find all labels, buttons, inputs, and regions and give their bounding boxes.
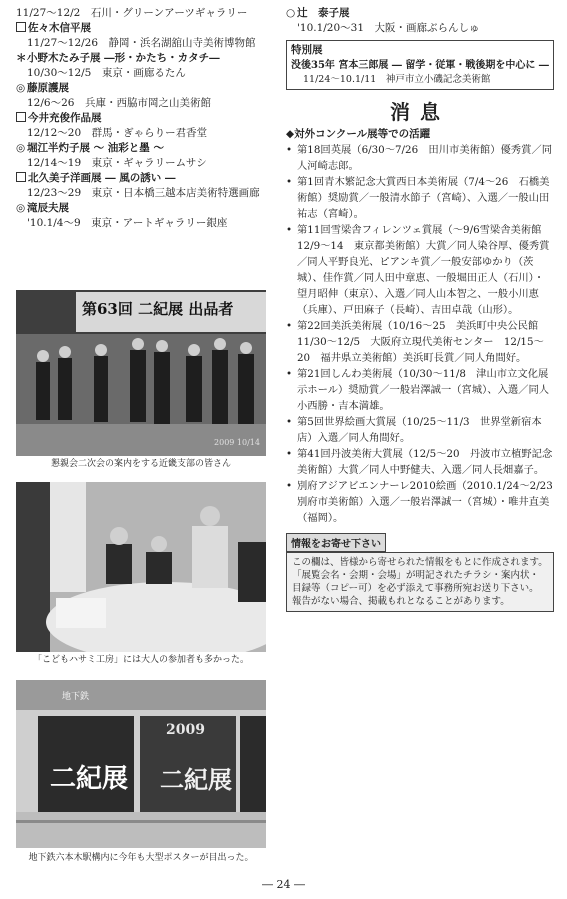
list-item: • 別府アジアビエンナーレ2010絵画（2010.1/24～2/23 別府市美術館）入選／一般岩澤誠一（宮城）・唯井直美（福岡）。 [286,480,564,524]
photo-caption: 「こどもハサミ工房」には大人の参加者も多かった。 [32,655,249,665]
notice-body: この欄は、皆様から寄せられた情報をもとに作成されます。「展覧会名・会期・会場」が明記されたチラシ・案内状・目録等（コピー可）を必ず添えて事務所宛お送り下さい。報告がない場合、掲載もれとなることがあります。 [286,552,554,612]
exhibition-title: 辻 泰子展 [297,7,350,19]
list-item: • 第41回丹波美術大賞展（12/5～20 丹波市立植野記念美術館）大賞／同人中野健夫、入選／同人長畑嘉子。 [286,448,553,476]
exhibition-dates: 12/12～20 群馬・ぎゃらりー君香堂 [27,127,208,139]
exhibition-entry [16,111,278,141]
workshop-photo-image [16,482,266,652]
exhibition-entry [16,51,278,81]
page-number: ― 24 ― [262,878,305,891]
exhibition-entry [286,6,554,36]
exhibition-entry [16,6,278,21]
exhibition-title: 滝辰夫展 [27,202,69,214]
bullet-icon: • [286,224,293,236]
exhibition-dates: 12/14～19 東京・ギャラリームサシ [27,157,207,169]
asterisk-marker-icon: ＊ [16,52,27,64]
info-request-notice [286,532,554,612]
exhibition-title: 堀江半灼子展 ～ 油彩と墨 ～ [27,142,164,154]
right-column [286,6,564,612]
exhibition-banner: 第63回 二紀展 出品者 [82,300,234,318]
notice-heading: 情報をお寄せ下さい [286,533,386,552]
bullet-icon: • [286,144,293,156]
exhibition-entry [16,21,278,51]
photo-caption: 懇親会二次会の案内をする近畿支部の皆さん [50,459,231,469]
photo-date-stamp: 2009 10/14 [214,438,260,447]
photo-caption: 地下鉄六本木駅構内に今年も大型ポスターが目出った。 [28,853,254,863]
exhibition-dates: 12/6～26 兵庫・西脇市岡之山美術館 [27,97,211,109]
exhibition-title: 藤原護展 [27,82,69,94]
list-item: • 第18回英展（6/30～7/26 田川市美術館）優秀賞／同人河崎志郎。 [286,144,552,172]
special-label: 特別展 [291,44,323,56]
special-exhibition-box [286,40,554,90]
list-item: • 第11回雪梁舎フィレンツェ賞展（～9/6雪梁舎美術館 12/9～14 東京都美術館）大賞／同人染谷厚、優秀賞／同人平野良光、ピアンキ賞／一般安部ゆかり（茨城）、佳作賞／同人田中章恵、一般堀田正人（石川）・望月昭伸（東京）、入選／同人山本智之、一般小川恵（兵庫）、戸田麻子（長崎）、吉田卓哉（山形）。 [286,224,552,316]
workshop-photo [16,482,266,652]
circle-marker-icon: ○ [286,7,296,19]
exhibition-dates: 11/27～12/26 静岡・浜名湖舘山寺美術博物館 [27,37,256,49]
bullet-icon: • [286,416,293,428]
list-item: • 第22回美浜美術展（10/16～25 美浜町中央公民館 11/30～12/5 大阪府立現代美術センター 12/15～20 福井県立美術館）美浜町長賞／同人角間好。 [286,320,549,364]
bullet-icon: • [286,320,293,332]
square-marker-icon [16,112,26,122]
party-photo [16,290,266,456]
exhibition-entry [16,141,278,171]
double-circle-marker-icon: ◎ [16,202,26,214]
exhibition-entry [16,201,278,231]
poster-title: 二紀展 [50,764,129,794]
subway-poster-photo [16,680,266,848]
double-circle-marker-icon: ◎ [16,82,26,94]
special-dates: 11/24～10.1/11 神戸市立小磯記念美術館 [303,74,491,85]
poster-year: 2009 [166,722,205,738]
subway-sign: 地下鉄 [62,692,90,702]
bullet-icon: • [286,448,293,460]
news-section-title: 消息 [390,100,450,124]
square-marker-icon [16,22,26,32]
bullet-icon: • [286,368,293,380]
exhibition-dates: 11/27～12/2 石川・グリーンアーツギャラリー [16,7,248,19]
exhibition-title: 今井充俊作品展 [28,112,102,124]
exhibition-dates: 12/23～29 東京・日本橋三越本店美術特選画廊 [27,187,260,199]
award-list [286,142,564,526]
list-item: • 第5回世界絵画大賞展（10/25～11/3 世界堂新宿本店）入選／同人角間好。 [286,416,542,444]
exhibition-dates: 10/30～12/5 東京・画廊るたん [27,67,186,79]
bullet-icon: • [286,176,293,188]
square-marker-icon [16,172,26,182]
exhibition-title: 佐々木信平展 [28,22,91,34]
list-item: • 第21回しんわ美術展（10/30～11/8 津山市立文化展示ホール）奨励賞／一般岩澤誠一（宮城）、入選／同人小西勝・吉本満雄。 [286,368,550,412]
list-item: • 第1回青木繁記念大賞西日本美術展（7/4～26 石橋美術館）奨励賞／一般清水節子（宮崎）、入選／一般山田祐志（宮崎）。 [286,176,550,220]
special-title: 没後35年 宮本三郎展 ― 留学・従軍・戦後期を中心に ― [291,60,549,71]
exhibition-entry [16,171,278,201]
exhibition-title: 小野木たみ子展 ―形・かたち・カタチ― [27,52,220,64]
left-column [16,6,278,231]
double-circle-marker-icon: ◎ [16,142,26,154]
exhibition-title: 北久美子洋画展 ― 風の誘い ― [28,172,176,184]
exhibition-entry [16,81,278,111]
news-subheading: ◆対外コンクール展等での活躍 [286,128,431,140]
bullet-icon: • [286,480,293,492]
exhibition-dates: '10.1/20～31 大阪・画廊ぶらんしゅ [297,22,480,34]
exhibition-dates: '10.1/4～9 東京・アートギャラリー銀座 [27,217,228,229]
poster-title: 二紀展 [160,765,232,794]
